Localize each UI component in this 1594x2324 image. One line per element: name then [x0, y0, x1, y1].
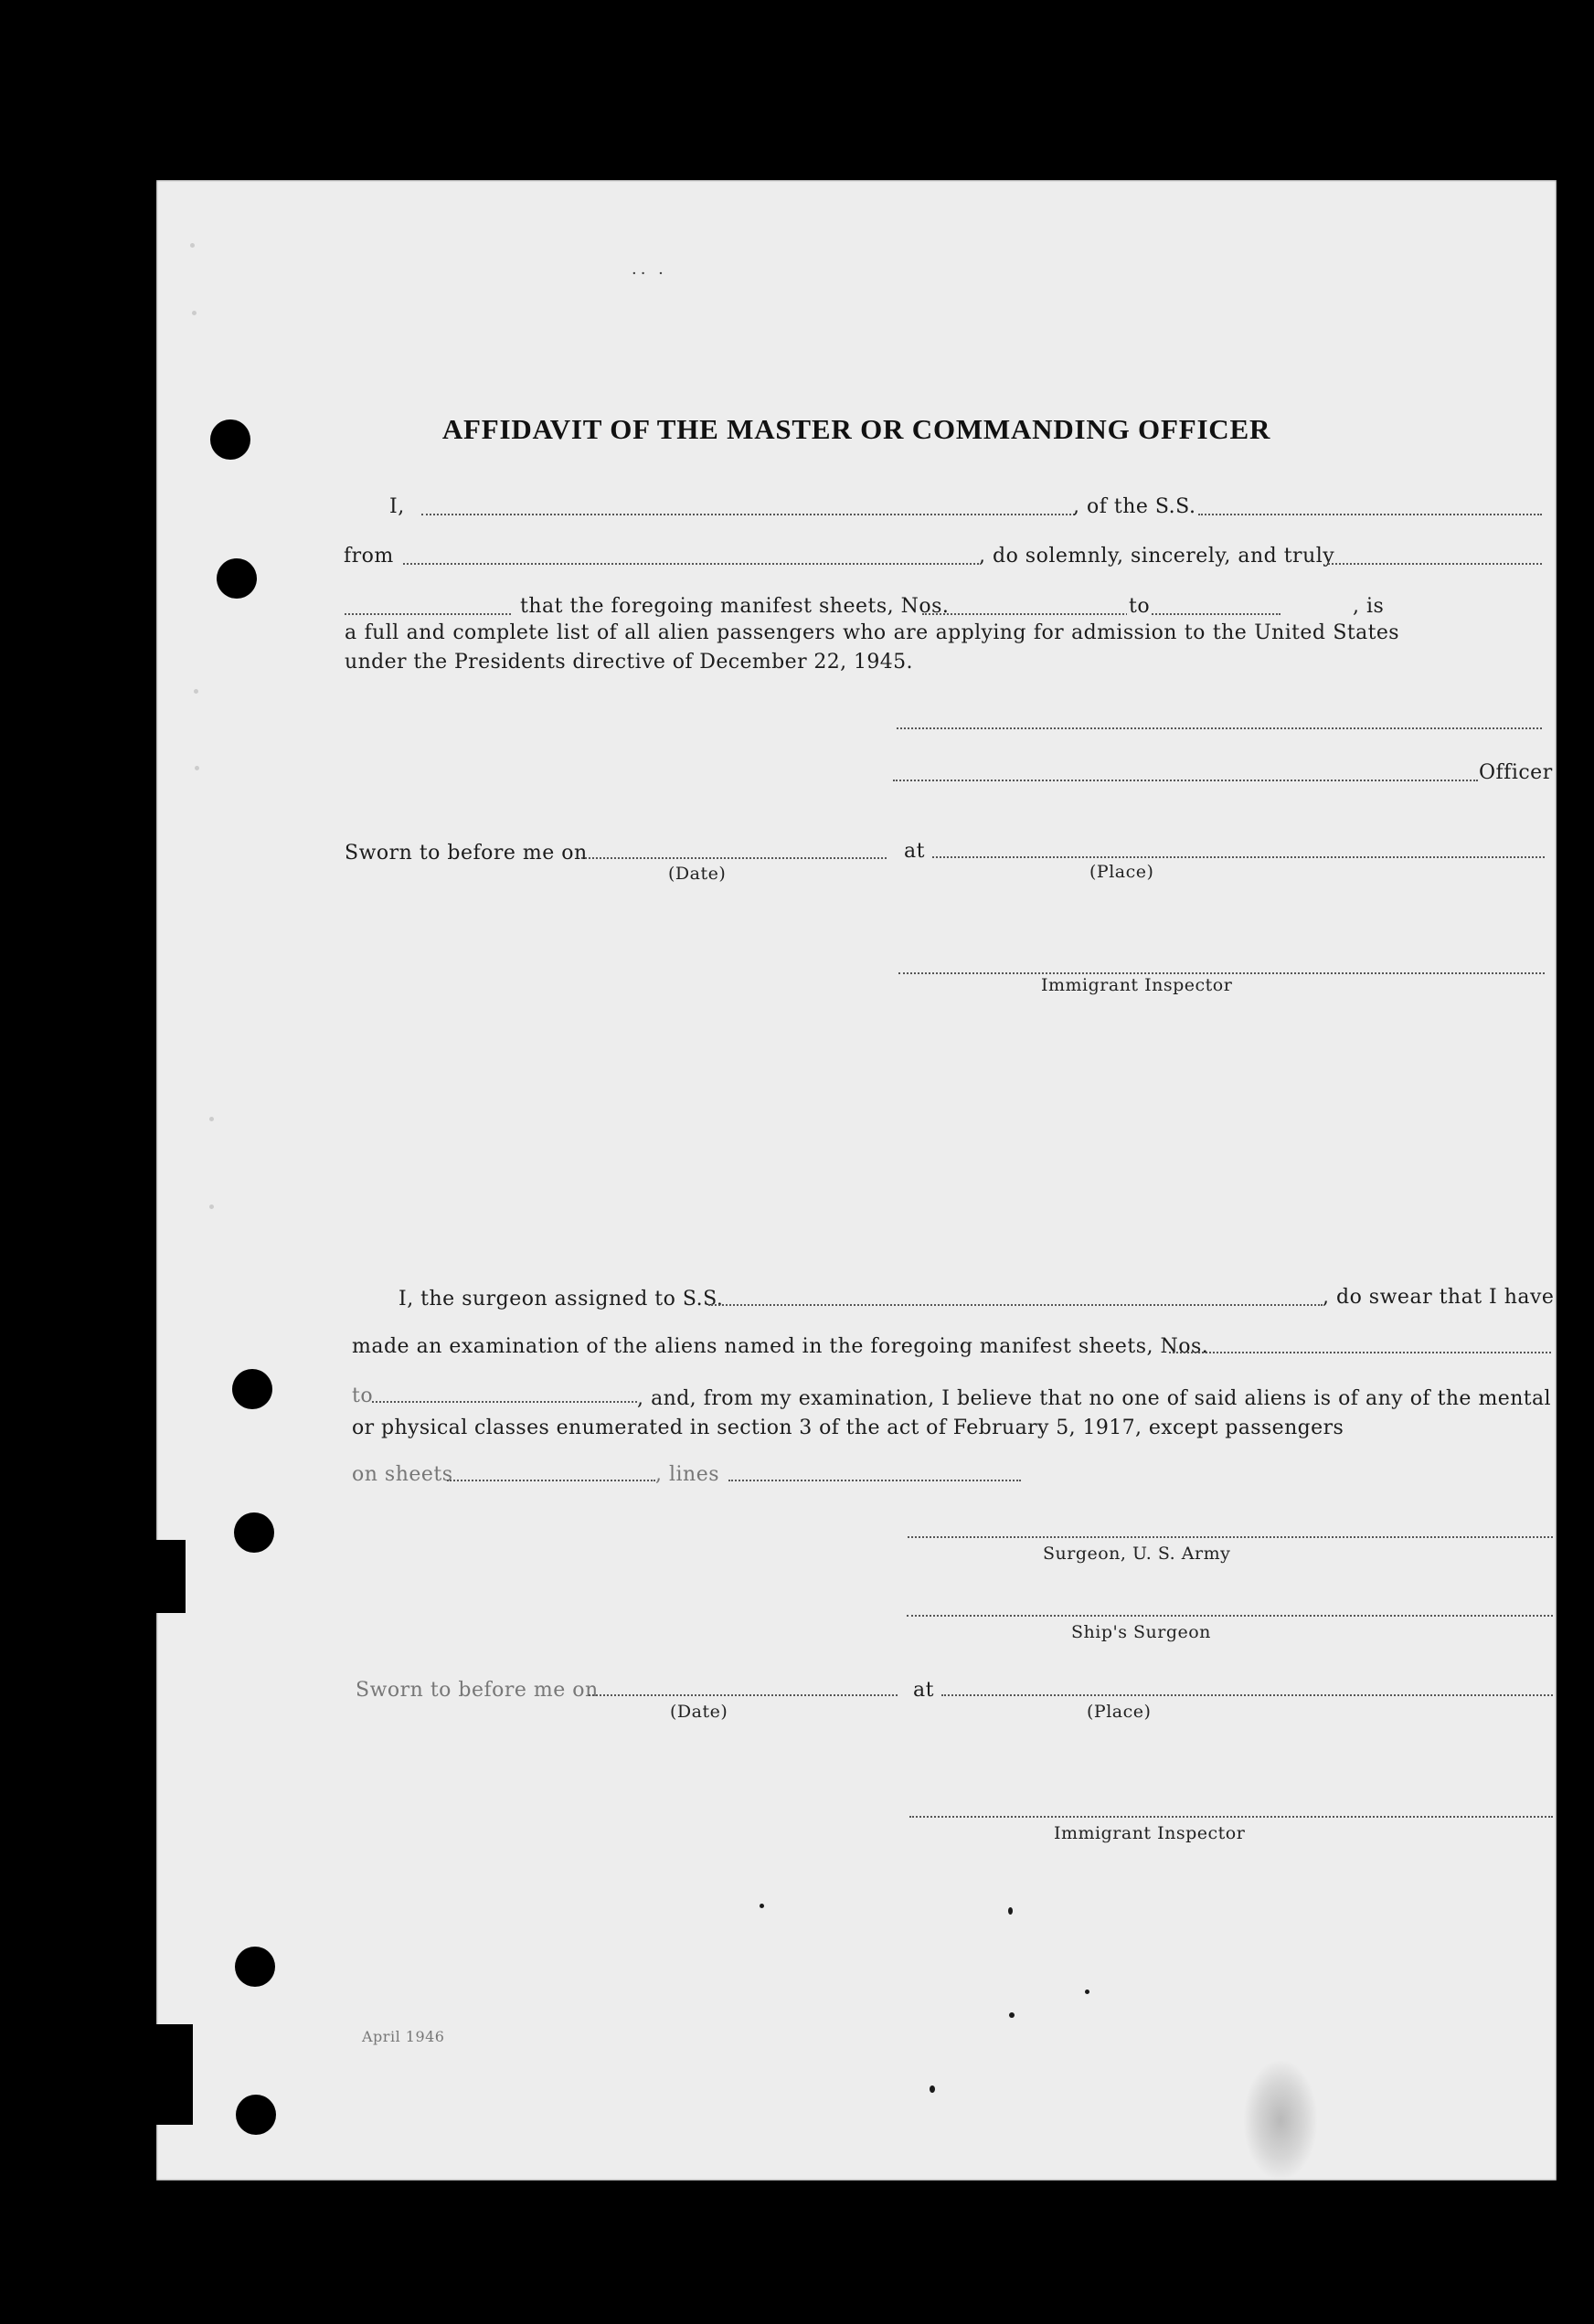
speck — [209, 1117, 214, 1121]
master-date-caption: (Date) — [668, 864, 727, 884]
master-inspector-label: Immigrant Inspector — [1041, 975, 1233, 995]
punch-hole — [234, 1512, 274, 1553]
ship-surgeon-signature-field[interactable] — [907, 1615, 1553, 1617]
master-i-label: I, — [389, 495, 405, 518]
speck — [209, 1204, 214, 1209]
master-sworn-place-field[interactable] — [932, 856, 1545, 858]
surgeon-statement: , and, from my examination, I believe that no one of said aliens is of any of the mental or physical classes enumerated in section 3 of the act of February 5, 1917, except passengers — [352, 1387, 1551, 1439]
speck — [930, 2085, 935, 2093]
surgeon-inspector-label: Immigrant Inspector — [1054, 1823, 1246, 1843]
form-title: AFFIDAVIT OF THE MASTER OR COMMANDING OFFICER — [441, 413, 1271, 445]
officer-signature-field[interactable] — [893, 780, 1478, 781]
surgeon-exam-label: made an examination of the aliens named in the foregoing manifest sheets, Nos. — [352, 1335, 1209, 1358]
footer-date: April 1946 — [362, 2028, 445, 2045]
army-surgeon-signature-field[interactable] — [908, 1536, 1553, 1538]
surgeon-date-caption: (Date) — [670, 1702, 728, 1722]
speck — [1008, 1907, 1013, 1915]
master-sworn-date-field[interactable] — [581, 857, 887, 859]
surgeon-sheets-field[interactable] — [447, 1480, 655, 1481]
surgeon-intro-label: I, the surgeon assigned to S.S. — [398, 1288, 724, 1311]
punch-hole — [235, 1947, 275, 1987]
officer-label: Officer — [1479, 761, 1553, 784]
speck — [1009, 2012, 1015, 2018]
master-name-field[interactable] — [421, 514, 1075, 515]
surgeon-ship-field[interactable] — [708, 1304, 1323, 1306]
surgeon-sworn-place-field[interactable] — [941, 1694, 1553, 1696]
surgeon-sheets-from-field[interactable] — [1169, 1352, 1551, 1353]
ship-surgeon-label: Ship's Surgeon — [1071, 1622, 1211, 1642]
master-signature-field[interactable] — [897, 727, 1542, 729]
speck — [760, 1904, 764, 1908]
punch-hole — [217, 558, 257, 599]
punch-hole — [236, 2095, 276, 2135]
punch-hole — [210, 419, 250, 460]
master-sheets-from-field[interactable] — [922, 613, 1281, 615]
master-statement: a full and complete list of all alien passengers who are applying for admission to the United States under the Presidents directive of December 22, 1945. — [345, 621, 1399, 674]
master-from-field[interactable] — [403, 563, 979, 565]
top-mark: ·· · — [632, 264, 667, 283]
torn-edge — [156, 1540, 186, 1613]
master-oath-continued-field[interactable] — [345, 613, 511, 615]
surgeon-sworn-label: Sworn to before me on — [356, 1679, 599, 1702]
master-at-label: at — [904, 840, 925, 863]
speck — [190, 243, 195, 248]
water-stain — [1244, 2061, 1317, 2180]
speck — [192, 311, 197, 315]
surgeon-to-label: to — [352, 1385, 374, 1407]
speck — [1085, 1990, 1089, 1994]
army-surgeon-label: Surgeon, U. S. Army — [1043, 1544, 1231, 1564]
master-manifest-label: that the foregoing manifest sheets, Nos. — [520, 595, 950, 618]
punch-hole — [232, 1369, 272, 1409]
surgeon-at-label: at — [913, 1679, 934, 1702]
speck — [194, 689, 198, 694]
surgeon-lines-label: , lines — [655, 1463, 720, 1486]
speck — [195, 766, 199, 770]
master-from-label: from — [344, 545, 394, 568]
surgeon-sworn-date-field[interactable] — [589, 1694, 898, 1696]
master-solemnly-label: , do solemnly, sincerely, and truly — [979, 545, 1335, 568]
surgeon-place-caption: (Place) — [1087, 1702, 1152, 1722]
surgeon-inspector-signature-field[interactable] — [909, 1816, 1553, 1818]
master-place-caption: (Place) — [1089, 862, 1154, 882]
form-page — [156, 180, 1557, 2181]
surgeon-lines-field[interactable] — [728, 1480, 1021, 1481]
master-is-label: , is — [1353, 595, 1385, 618]
master-oath-field[interactable] — [1328, 563, 1542, 565]
master-of-ss-label: , of the S.S. — [1073, 495, 1196, 518]
master-sworn-label: Sworn to before me on — [345, 842, 588, 865]
master-to-label: to — [1129, 595, 1151, 618]
master-inspector-signature-field[interactable] — [898, 972, 1545, 974]
master-ship-field[interactable] — [1198, 514, 1542, 515]
surgeon-sheets-label: on sheets — [352, 1463, 453, 1486]
surgeon-swear-label: , do swear that I have — [1323, 1286, 1555, 1309]
torn-edge — [156, 2024, 193, 2125]
